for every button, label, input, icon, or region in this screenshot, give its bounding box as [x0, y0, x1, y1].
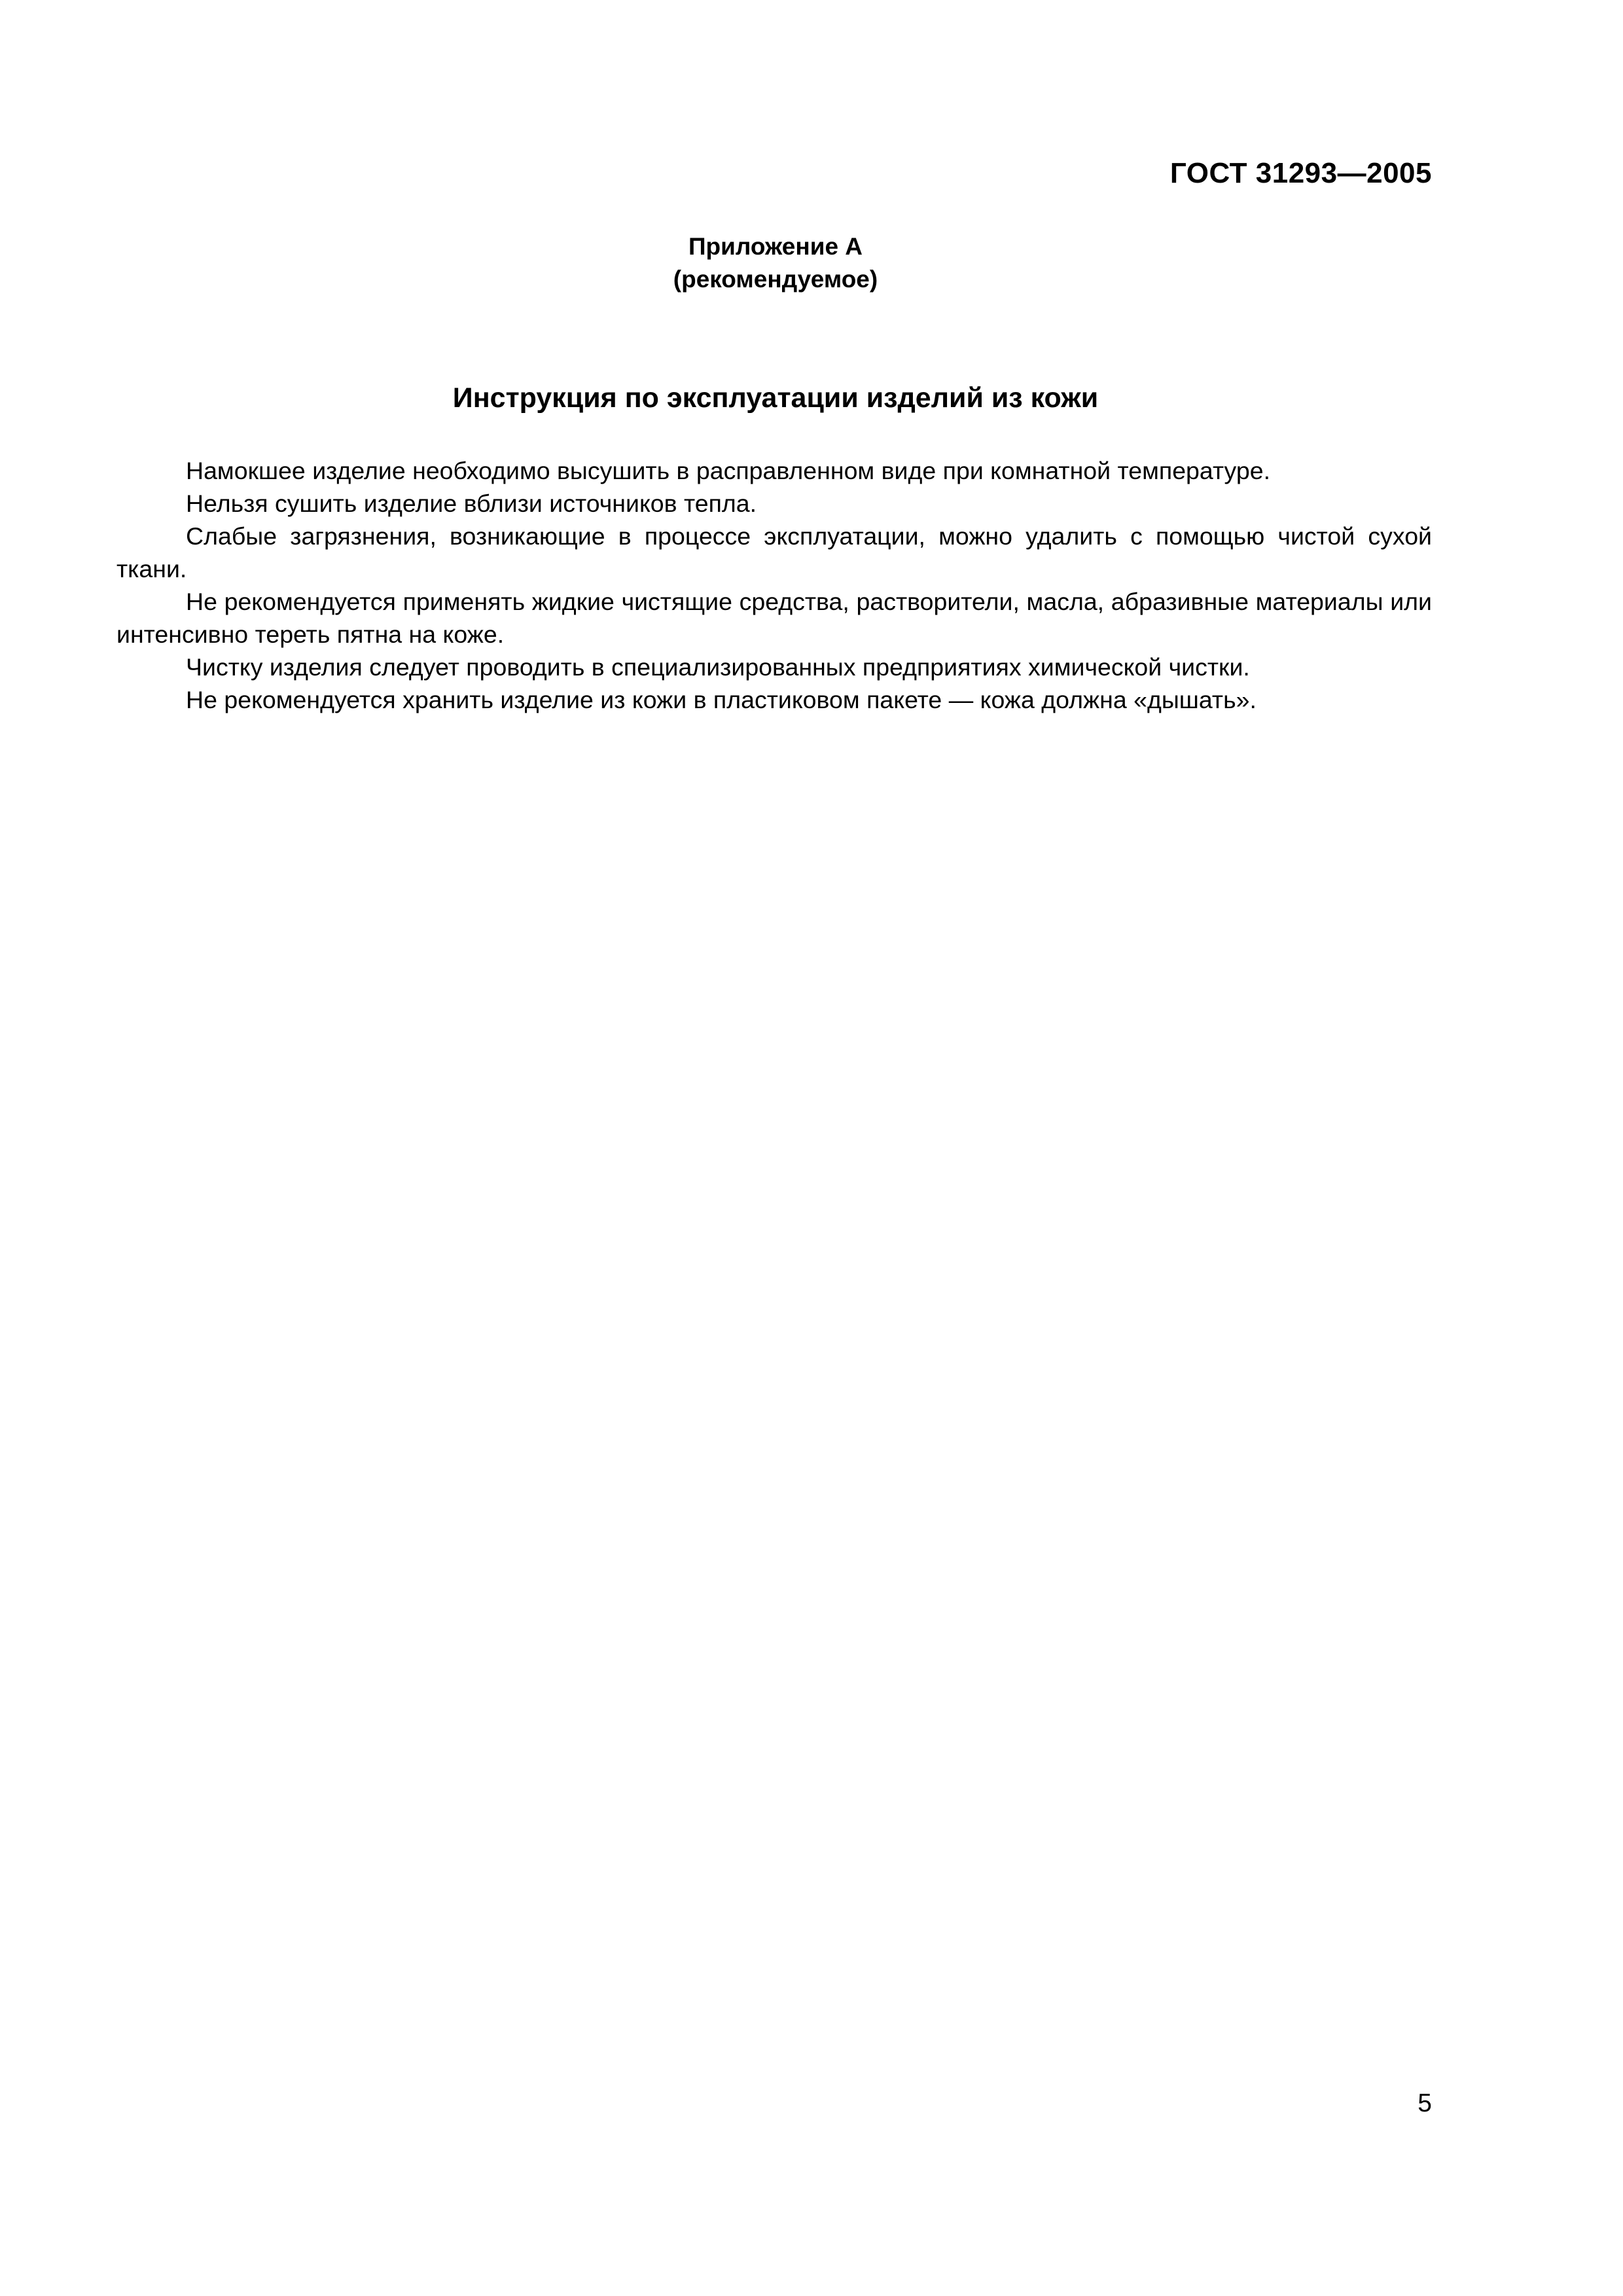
page-number: 5: [1418, 2089, 1432, 2117]
instructions-body: [116, 454, 1432, 716]
paragraph: Не рекомендуется применять жидкие чистящие средства, растворители, масла, абразивные материалы или интенсивно тереть пятна на коже.: [116, 588, 1432, 648]
annex-title: Приложение А: [688, 233, 863, 260]
document-code: ГОСТ 31293—2005: [1169, 157, 1432, 189]
paragraph: Чистку изделия следует проводить в специализированных предприятиях химической чистки.: [186, 653, 1250, 681]
paragraph: Намокшее изделие необходимо высушить в расправленном виде при комнатной температуре.: [186, 457, 1270, 484]
paragraph: Нельзя сушить изделие вблизи источников тепла.: [186, 490, 757, 517]
annex-heading: [0, 230, 1551, 296]
section-title: Инструкция по эксплуатации изделий из кожи: [452, 382, 1099, 414]
annex-status: (рекомендуемое): [673, 266, 878, 293]
paragraph: Слабые загрязнения, возникающие в процессе эксплуатации, можно удалить с помощью чистой сухой ткани.: [116, 522, 1432, 583]
paragraph: Не рекомендуется хранить изделие из кожи в пластиковом пакете — кожа должна «дышать».: [186, 686, 1257, 713]
